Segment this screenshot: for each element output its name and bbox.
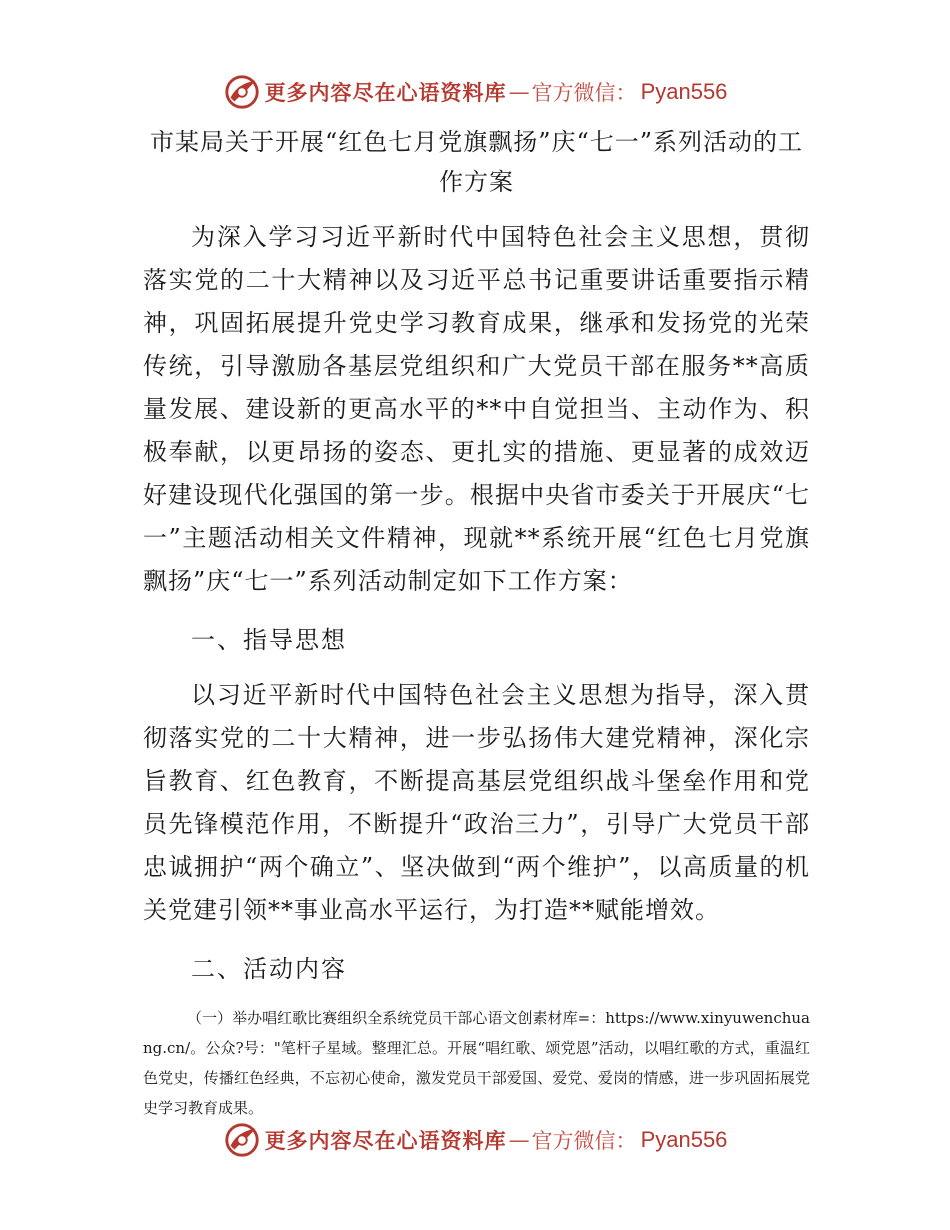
section2-heading: 二、活动内容 (191, 955, 347, 983)
banner-separator: — (508, 1128, 530, 1152)
document-title: 市某局关于开展“红色七月党旗飘扬”庆“七一”系列活动的工作方案 (149, 128, 804, 196)
section1-heading: 一、指导思想 (191, 626, 347, 654)
banner-text: 更多内容尽在心语资料库 (264, 81, 507, 105)
section2-item1: （一）举办唱红歌比赛组织全系统党员干部心语文创素材库=：https://www.xinyuwenchuang.cn/。公众?号："笔杆子星域。整理汇总。开展“唱红歌、颂党恩”活动，以唱红歌的方式，重温红色党史，传播红色经典，不忘初心使命，激发党员干部爱国、爱党、爱岗的情感，进一步巩固拓展党史学习教育成果。 (143, 1009, 810, 1117)
banner-wechat-label: 官方微信： (531, 81, 637, 105)
xinyu-logo-icon (223, 1121, 261, 1159)
banner-wechat-label: 官方微信： (531, 1129, 637, 1153)
banner-wechat-id: Pyan556 (640, 79, 728, 104)
section1-paragraph: 以习近平新时代中国特色社会主义思想为指导，深入贯彻落实党的二十大精神，进一步弘扬伟大建党精神，深化宗旨教育、红色教育，不断提高基层党组织战斗堡垒作用和党员先锋模范作用，不断提升“政治三力”，引导广大党员干部忠诚拥护“两个确立”、坚决做到“两个维护”，以高质量的机关党建引领**事业高水平运行，为打造**赋能增效。 (143, 681, 810, 924)
banner-text: 更多内容尽在心语资料库 (264, 1129, 507, 1153)
footer-banner (0, 1120, 950, 1160)
banner-separator: — (508, 80, 530, 104)
document-body (143, 122, 810, 1123)
banner-wechat-id: Pyan556 (640, 1127, 728, 1152)
header-banner (0, 72, 950, 112)
xinyu-logo-icon (223, 73, 261, 111)
intro-paragraph: 为深入学习习近平新时代中国特色社会主义思想，贯彻落实党的二十大精神以及习近平总书记重要讲话重要指示精神，巩固拓展提升党史学习教育成果，继承和发扬党的光荣传统，引导激励各基层党组织和广大党员干部在服务**高质量发展、建设新的更高水平的**中自觉担当、主动作为、积极奉献，以更昂扬的姿态、更扎实的措施、更显著的成效迈好建设现代化强国的第一步。根据中央省市委关于开展庆“七一”主题活动相关文件精神，现就**系统开展“红色七月党旗飘扬”庆“七一”系列活动制定如下工作方案： (143, 223, 810, 595)
